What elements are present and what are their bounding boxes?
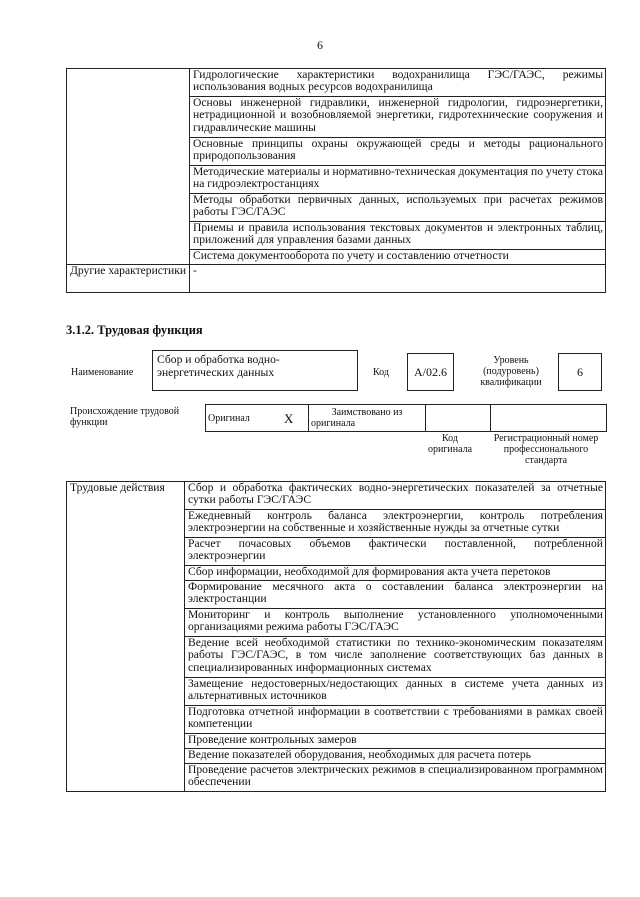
knowledge-left-cell (67, 69, 190, 265)
action-row: Сбор информации, необходимой для формирования акта учета перетоков (185, 566, 606, 581)
code-original-label: Код оригинала (427, 433, 473, 455)
code-label: Код (373, 367, 389, 378)
origin-table (205, 404, 607, 432)
action-row: Замещение недостоверных/недостающих данных в системе учета данных из альтернативных источников (185, 678, 606, 706)
action-row: Ведение показателей оборудования, необходимых для расчета потерь (185, 749, 606, 764)
action-row: Мониторинг и контроль выполнение установленного уполномоченными организациями режима работы ГЭС/ГАЭС (185, 609, 606, 637)
action-row: Проведение расчетов электрических режимов в специализированном программном обеспечении (185, 764, 606, 792)
knowledge-row: Гидрологические характеристики водохранилища ГЭС/ГАЭС, режимы использования водных ресурсов водохранилища (190, 69, 606, 97)
section-title: 3.1.2. Трудовая функция (66, 323, 203, 337)
knowledge-row: Методы обработки первичных данных, используемых при расчетах режимов работы ГЭС/ГАЭС (190, 194, 606, 222)
action-row: Ежедневный контроль баланса электроэнергии, контроль потребления электроэнергии на собственные и хозяйственные нужды за отчетные сутки (185, 510, 606, 538)
labor-actions-table (66, 481, 606, 792)
action-row: Проведение контрольных замеров (185, 734, 606, 749)
origin-code-cell (426, 405, 491, 432)
origin-mark: X (282, 405, 309, 432)
name-label: Наименование (71, 367, 134, 378)
knowledge-row: Методические материалы и нормативно-техническая документация по учету стока на гидроэлектростанциях (190, 166, 606, 194)
action-row: Ведение всей необходимой статистики по технико-экономическим показателям работы ГЭС/ГАЭС, в том числе заполнение соответствующих баз данных в специализированных информационных системах (185, 637, 606, 678)
action-row: Расчет почасовых объемов фактически поставленной, потребленной электроэнергии (185, 538, 606, 566)
action-row: Формирование месячного акта о составлении баланса электроэнергии на электростанции (185, 581, 606, 609)
knowledge-row: Система документооборота по учету и составлению отчетности (190, 250, 606, 265)
origin-label: Происхождение трудовой функции (70, 406, 180, 428)
level-value: 6 (558, 353, 602, 391)
other-characteristics-label: Другие характеристики (67, 265, 190, 293)
knowledge-row: Основные принципы охраны окружающей среды и методы рационального природопользования (190, 138, 606, 166)
origin-borrowed-label: Заимствовано из оригинала (309, 405, 426, 432)
other-characteristics-value: - (190, 265, 606, 293)
origin-original-label: Оригинал (206, 405, 283, 432)
name-value: Сбор и обработка водно-энергетических данных (152, 350, 358, 391)
labor-actions-label: Трудовые действия (67, 482, 185, 792)
action-row: Подготовка отчетной информации в соответствии с требованиями в рамках своей компетенции (185, 706, 606, 734)
origin-regnum-cell (491, 405, 607, 432)
knowledge-table (66, 68, 606, 293)
knowledge-row: Основы инженерной гидравлики, инженерной гидрологии, гидроэнергетики, нетрадиционной и возобновляемой энергетики, гидротехнические сооружения и гидравлические машины (190, 97, 606, 138)
level-label: Уровень (подуровень) квалификации (480, 355, 542, 388)
page-number: 6 (317, 38, 323, 52)
action-row: Сбор и обработка фактических водно-энергетических показателей за отчетные сутки работы ГЭС/ГАЭС (185, 482, 606, 510)
knowledge-row: Приемы и правила использования текстовых документов и электронных таблиц, приложений для управления базами данных (190, 222, 606, 250)
code-value: A/02.6 (407, 353, 454, 391)
regnum-label: Регистрационный номер профессионального стандарта (493, 433, 599, 466)
